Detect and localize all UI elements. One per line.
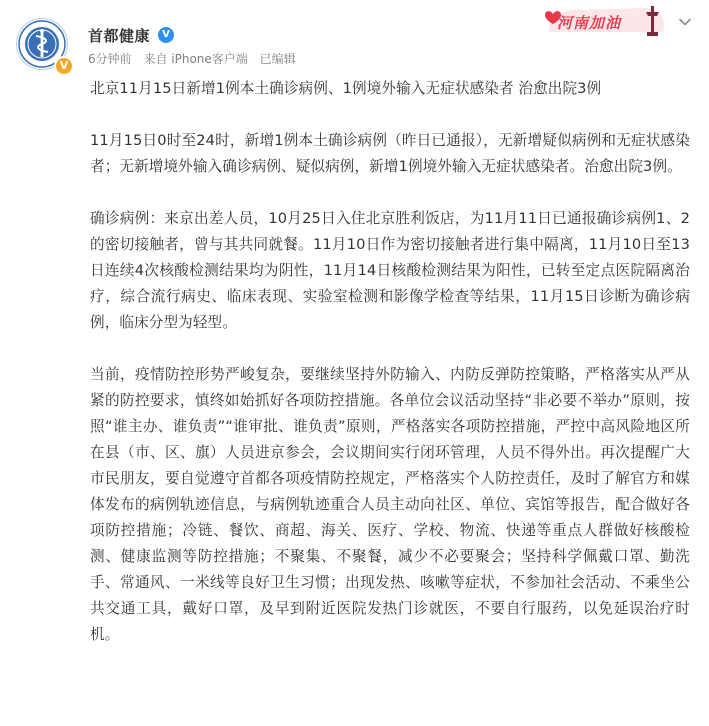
name-row (88, 24, 174, 46)
post-headline: 北京11月15日新增1例本土确诊病例、1例境外输入无症状感染者 治愈出院3例 (90, 80, 602, 97)
post-paragraph-case: 确诊病例：来京出差人员，10月25日入住北京胜利饭店，为11月11日已通报确诊病例1、2的密切接触者，曾与其共同就餐。11月10日作为密切接触者进行集中隔离，11月10日至13日连续4次核酸检测结果均为阴性，11月14日核酸检测结果为阳性，已转至定点医院隔离治疗，综合流行病史、临床表现、实验室检测和影像学检查等结果，11月15日诊断为确诊病例，临床分型为轻型。 (90, 210, 690, 331)
post-paragraph-advice: 当前，疫情防控形势严峻复杂，要继续坚持外防输入、内防反弹防控策略，严格落实从严从紧的防控要求，慎终如始抓好各项防控措施。各单位会议活动坚持“非必要不举办”原则，按照“谁主办、谁负责”“谁审批、谁负责”原则，严格落实各项防控措施，严控中高风险地区所在县（市、区、旗）人员进京参会，会议期间实行闭环管理，人员不得外出。再次提醒广大市民朋友，要自觉遵守首都各项疫情防控规定，严格落实个人防控责任，及时了解官方和媒体发布的病例轨迹信息，与病例轨迹重合人员主动向社区、单位、宾馆等报告，配合做好各项防控措施；冷链、餐饮、商超、海关、医疗、学校、物流、快递等重点人群做好核酸检测、健康监测等防控措施；不聚集、不聚餐，减少不必要聚会；坚持科学佩戴口罩、勤洗手、常通风、一米线等良好卫生习惯；出现发热、咳嗽等症状，不参加社会活动、不乘坐公共交通工具，戴好口罩，及早到附近医院发热门诊就医，不要自行服药，以免延误治疗时机。 (90, 366, 690, 643)
post-paragraph-summary: 11月15日0时至24时，新增1例本土确诊病例（昨日已通报），无新增疑似病例和无症状感染者；无新增境外输入确诊病例、疑似病例，新增1例境外输入无症状感染者。治愈出院3例。 (90, 132, 690, 175)
post-content (90, 76, 690, 648)
post-meta (88, 50, 304, 67)
vip-icon[interactable]: V (158, 27, 174, 43)
verified-badge-icon: V (54, 56, 74, 76)
user-name[interactable]: 首都健康 (88, 26, 151, 45)
badge-text: 河南加油 (557, 14, 622, 32)
edited-label[interactable]: 已编辑 (259, 52, 296, 66)
henan-badge (543, 2, 673, 42)
post-source: 来自 iPhone客户端 (143, 52, 248, 66)
post-time[interactable]: 6分钟前 (88, 52, 132, 66)
chevron-down-icon[interactable] (677, 14, 693, 30)
